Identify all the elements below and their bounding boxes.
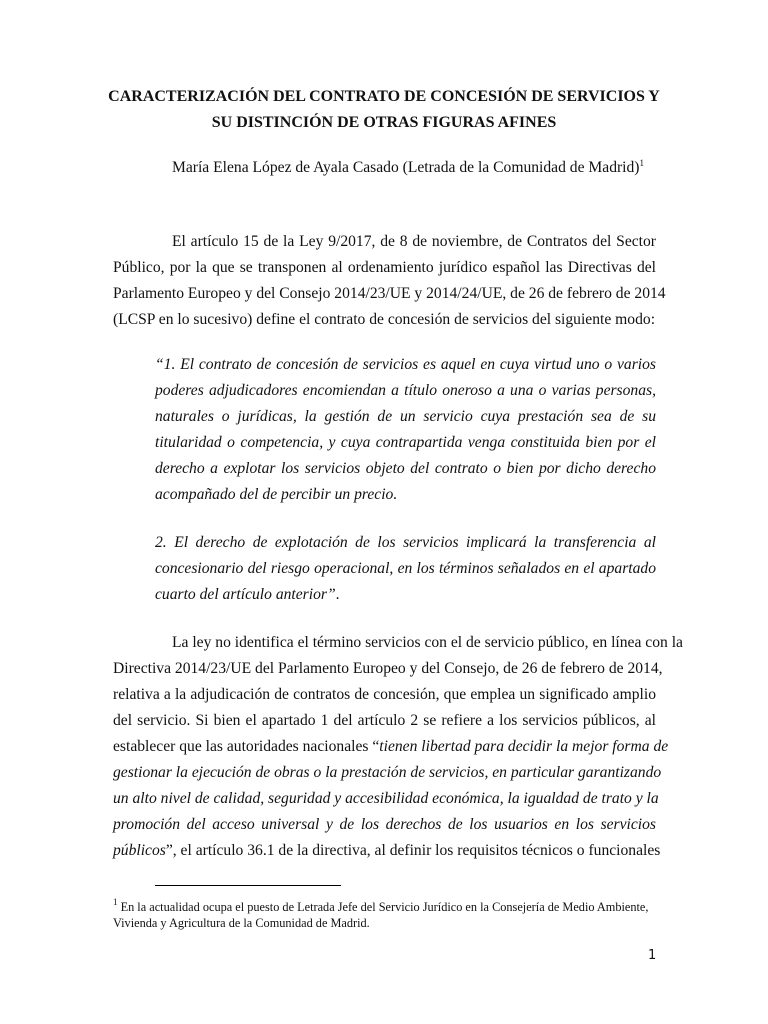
italic-text-segment: cuarto del artículo anterior”	[155, 586, 336, 603]
text-line	[155, 456, 656, 482]
italic-text-segment: derecho a explotar los servicios objeto del contrato o bien por dicho derecho	[155, 460, 656, 477]
footnote-text: En la actualidad ocupa el puesto de Letrada Jefe del Servicio Jurídico en la Consejería de Medio Ambiente, Vivienda y Agricultura de la Comunidad de Madrid.	[113, 900, 649, 930]
text-line	[155, 430, 656, 456]
text-line	[113, 838, 661, 864]
text-segment: establecer que las autoridades nacionales “	[113, 738, 380, 755]
text-segment: El artículo 15 de la Ley 9/2017, de 8 de noviembre, de Contratos del Sector	[172, 233, 656, 250]
text-line	[113, 734, 669, 760]
text-line	[155, 352, 656, 378]
text-segment: La ley no identifica el término servicios con el de servicio público, en línea con la	[172, 634, 683, 651]
text-segment: ”, el artículo 36.1 de la directiva, al definir los requisitos técnicos o funcionales	[165, 842, 661, 859]
text-line	[113, 630, 683, 656]
footnote	[113, 894, 656, 931]
text-segment: relativa a la adjudicación de contratos de concesión, que emplea un significado amplio	[113, 686, 656, 703]
quote-paragraph-2	[155, 530, 656, 608]
footnote-mark: 1	[113, 897, 118, 907]
author-line	[172, 158, 644, 177]
text-line	[113, 812, 656, 838]
italic-text-segment: concesionario del riesgo operacional, en los términos señalados en el apartado	[155, 560, 656, 577]
text-segment: Directiva 2014/23/UE del Parlamento Europeo y del Consejo, de 26 de febrero de 2014,	[113, 660, 663, 677]
italic-text-segment: 2. El derecho de explotación de los servicios implicará la transferencia al	[155, 534, 656, 551]
italic-text-segment: titularidad o competencia, y cuya contrapartida venga constituida bien por el	[155, 434, 656, 451]
italic-text-segment: poderes adjudicadores encomiendan a título oneroso a una o varias personas,	[155, 382, 656, 399]
text-line	[155, 404, 656, 430]
paragraph-intro	[113, 229, 666, 333]
text-line	[155, 530, 656, 556]
text-line	[155, 482, 656, 508]
quote-paragraph-1	[155, 352, 656, 508]
paragraph-body	[113, 630, 683, 864]
text-segment: Parlamento Europeo y del Consejo 2014/23/UE y 2014/24/UE, de 26 de febrero de 2014	[113, 285, 666, 302]
text-segment: del servicio. Si bien el apartado 1 del artículo 2 se refiere a los servicios públicos, al	[113, 712, 656, 729]
text-line	[113, 682, 656, 708]
italic-text-segment: gestionar la ejecución de obras o la prestación de servicios, en particular garantizando	[113, 764, 662, 781]
text-line	[155, 378, 656, 404]
italic-text-segment: un alto nivel de calidad, seguridad y accesibilidad económica, la igualdad de trato y la	[113, 790, 659, 807]
text-line	[113, 656, 663, 682]
italic-text-segment: acompañado del de percibir un precio.	[155, 486, 398, 503]
italic-text-segment: promoción del acceso universal y de los derechos de los usuarios en los servicios	[113, 816, 656, 833]
text-line	[113, 255, 656, 281]
italic-text-segment: naturales o jurídicas, la gestión de un servicio cuya prestación sea de su	[155, 408, 656, 425]
italic-text-segment: públicos	[113, 842, 166, 859]
text-segment: Público, por la que se transponen al ordenamiento jurídico español las Directivas del	[113, 259, 656, 276]
text-line	[155, 582, 656, 608]
text-line	[113, 307, 656, 333]
text-line	[113, 281, 666, 307]
document-title-line-2: SU DISTINCIÓN DE OTRAS FIGURAS AFINES	[211, 114, 557, 131]
page-number: 1	[648, 948, 657, 963]
text-segment: .	[335, 586, 340, 603]
footnote-separator	[155, 885, 341, 886]
italic-text-segment: tienen libertad para decidir la mejor forma de	[379, 738, 669, 755]
text-line	[113, 760, 662, 786]
text-line	[113, 229, 656, 255]
footnote-reference[interactable]: 1	[639, 158, 644, 168]
text-line	[113, 708, 656, 734]
text-line	[155, 556, 656, 582]
document-title-line-1: CARACTERIZACIÓN DEL CONTRATO DE CONCESIÓN DE SERVICIOS Y	[108, 88, 660, 105]
text-line	[113, 786, 659, 812]
italic-text-segment: “1. El contrato de concesión de servicios es aquel en cuya virtud uno o varios	[155, 356, 656, 373]
author-name: María Elena López de Ayala Casado (Letrada de la Comunidad de Madrid)	[172, 159, 640, 176]
text-segment: (LCSP en lo sucesivo) define el contrato de concesión de servicios del siguiente modo:	[113, 311, 656, 328]
